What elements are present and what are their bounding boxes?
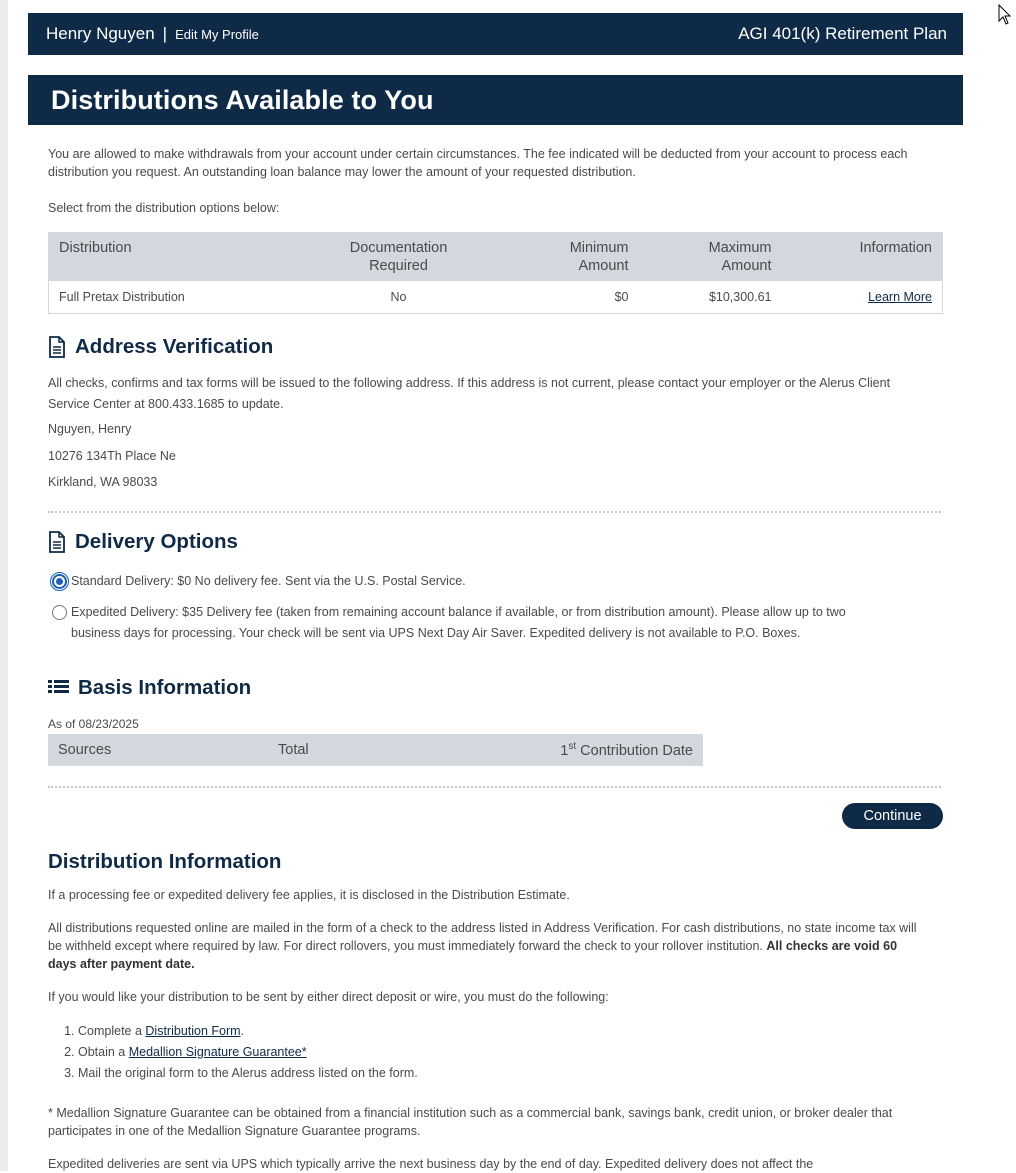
dist-info-check-note: All distributions requested online are mailed in the form of a check to the address listed in Address Verification. For cash distributions, no state income tax will be withheld except where required by law. For direct rollovers, you must immediately forward the check to your rollover institution. All checks are void 60 days after payment date. (48, 921, 917, 971)
address-note: All checks, confirms and tax forms will be issued to the following address. If this address is not current, please contact your employer or the Alerus Client Service Center at 800.433.1685 to update. (48, 376, 891, 411)
section-divider (48, 786, 941, 788)
cell-information (782, 281, 943, 313)
continue-button[interactable]: Continue (842, 803, 943, 829)
dist-info-title: Distribution Information (48, 850, 282, 873)
col-total: Total (268, 734, 468, 766)
list-item: 1. Complete a Distribution Form. (78, 1021, 928, 1042)
col-minimum: Minimum Amount (489, 233, 639, 282)
address-name: Nguyen, Henry (48, 422, 132, 436)
edit-profile-link[interactable]: Edit My Profile (175, 26, 259, 42)
document-icon (48, 336, 66, 358)
expedited-note: Expedited deliveries are sent via UPS which typically arrive the next business day by the end of day. Expedited delivery does not affect the (48, 1157, 814, 1171)
document-icon (48, 531, 66, 553)
select-prompt: Select from the distribution options below: (48, 201, 280, 215)
dist-info-section-heading (48, 850, 281, 874)
standard-delivery-radio[interactable] (52, 574, 67, 589)
medallion-guarantee-link[interactable]: Medallion Signature Guarantee* (128, 1045, 307, 1059)
col-information: Information (782, 233, 943, 282)
col-documentation: Documentation Required (309, 233, 489, 282)
header-separator: | (162, 24, 168, 43)
top-header-bar (28, 13, 963, 55)
plan-name: AGI 401(k) Retirement Plan (738, 24, 947, 43)
table-row (49, 281, 943, 313)
address-city: Kirkland, WA 98033 (48, 475, 158, 489)
expedited-delivery-label: Expedited Delivery: $35 Delivery fee (taken from remaining account balance if available, or from distribution amount). Please allow up to two business days for processing. Your check will be sent via UPS Next Day Air Saver. Expedited delivery is not available to P.O. Boxes. (71, 605, 846, 640)
delivery-title: Delivery Options (75, 530, 238, 553)
section-divider (48, 511, 941, 513)
address-title: Address Verification (75, 335, 274, 358)
mouse-cursor-icon (998, 4, 1014, 26)
distribution-table-header (49, 233, 943, 282)
wire-steps (48, 1021, 928, 1084)
list-icon (48, 679, 69, 697)
address-street: 10276 134Th Place Ne (48, 449, 176, 463)
distribution-form-link[interactable]: Distribution Form (145, 1024, 241, 1038)
address-section-heading (48, 335, 273, 359)
distribution-table (48, 232, 943, 314)
list-item: 3. Mail the original form to the Alerus address listed on the form. (78, 1063, 928, 1084)
dist-info-fee-note: If a processing fee or expedited delivery fee applies, it is disclosed in the Distribution Estimate. (48, 888, 570, 902)
standard-delivery-label: Standard Delivery: $0 No delivery fee. Sent via the U.S. Postal Service. (71, 574, 466, 588)
col-maximum: Maximum Amount (639, 233, 782, 282)
list-item: 2. Obtain a Medallion Signature Guarantee* (78, 1042, 928, 1063)
window-edge (0, 0, 8, 1171)
col-first-contribution: 1st Contribution Date (468, 734, 703, 766)
cell-distribution: Full Pretax Distribution (59, 289, 185, 304)
user-name: Henry Nguyen (46, 24, 155, 43)
basis-section-heading (48, 676, 251, 700)
basis-as-of: As of 08/23/2025 (48, 717, 139, 731)
expedited-delivery-radio[interactable] (52, 605, 67, 620)
delivery-section-heading (48, 530, 238, 554)
basis-table (48, 734, 703, 766)
intro-text: You are allowed to make withdrawals from your account under certain circumstances. The fee indicated will be deducted from your account to process each distribution you request. An outstanding loan balance may lower the amount of your requested distribution. (48, 147, 908, 179)
cell-maximum: $10,300.61 (708, 289, 772, 304)
standard-delivery-option[interactable] (52, 571, 466, 592)
col-distribution: Distribution (49, 233, 309, 282)
basis-title: Basis Information (78, 676, 252, 699)
col-sources: Sources (48, 734, 268, 766)
cell-minimum: $0 (614, 289, 629, 304)
cell-documentation: No (390, 289, 407, 304)
learn-more-link[interactable]: Learn More (868, 289, 932, 304)
basis-table-header (48, 734, 703, 766)
page-title: Distributions Available to You (51, 84, 434, 115)
page-title-bar (28, 75, 963, 125)
medallion-footnote: * Medallion Signature Guarantee can be obtained from a financial institution such as a commercial bank, savings bank, credit union, or broker dealer that participates in one of the Medallion Signature Guarantee programs. (48, 1106, 893, 1138)
dist-info-wire-note: If you would like your distribution to be sent by either direct deposit or wire, you must do the following: (48, 990, 609, 1004)
expedited-delivery-option[interactable] (52, 602, 932, 644)
